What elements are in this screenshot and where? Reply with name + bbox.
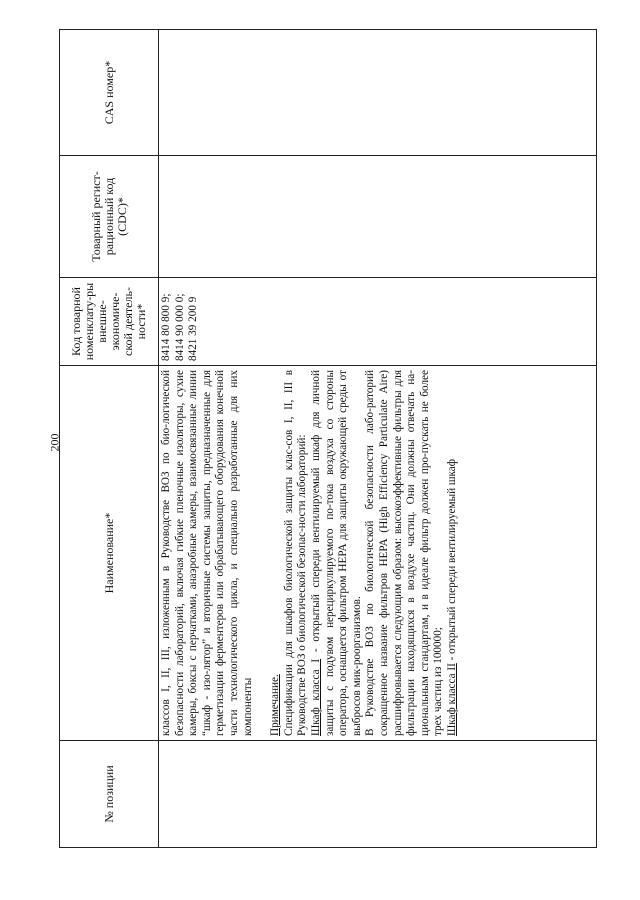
- cell-fea-codes: [159, 278, 597, 366]
- specification-table: [59, 29, 597, 848]
- rotated-document-table: [59, 30, 597, 848]
- note-heading: Примечание.: [269, 674, 282, 736]
- header-cas-number: CAS номер*: [60, 30, 159, 156]
- header-name: Наименование*: [60, 366, 159, 741]
- note-lead: Спецификации для шкафов биологической защиты клас-сов I, II, III в Руководстве ВОЗ о биологической безопас-ности лабораторий:: [282, 370, 309, 736]
- intro-paragraph: классов I, II, III, изложенным в Руководстве ВОЗ по био-логической безопасности лабораторий, включая гибкие пленочные изоляторы, сухие камеры, боксы с перчатками, анаэробные камеры, взаимосвязанные линии “шкаф - изо-лятор” и вторичные системы защиты, предназначенные для герметизации ферментеров или обрабатывающего оборудования конечной части технологического цикла, и специально разработанные для них компоненты: [160, 370, 254, 736]
- class2-paragraph: [446, 370, 460, 736]
- class2-text: - открытый спереди вентилируемый шкаф: [445, 459, 458, 664]
- header-fea-code: Код товарной номенклату-ры внешне-экономиче-ской деятель-ности*: [60, 278, 159, 366]
- cell-cas-number: [159, 30, 597, 156]
- class1-paragraph: [310, 370, 364, 736]
- fea-code-2: 8414 90 000 0;: [173, 293, 186, 361]
- table-row: [159, 30, 597, 848]
- hepa-paragraph: В Руководстве ВОЗ по биологической безопасности лабо-раторий сокращенное название фильтров HEPA (High Efficiency Particulate Aire) расшифровывается следующим образом: высокоэффективные фильтры для фильтрации находящихся в воздухе частиц. Они должны отвечать на-циональным стандартам, и в идеале фильтр должен про-пускать не более трех частиц из 100000;: [364, 370, 445, 736]
- cell-position-no: [159, 741, 597, 848]
- table-header-row: [60, 30, 159, 848]
- cell-name: [159, 366, 597, 741]
- page-number: 200: [47, 433, 62, 452]
- class1-text: - открытый спереди вентилируемый шкаф для личной защиты с подувом нерециркулируемого по-тока воздуха со стороны оператора, оснащается фильтром HEPA для защиты окружающей среды от выбросов мик-роорганизмов.: [309, 370, 363, 736]
- class1-label: Шкаф класса I: [309, 658, 322, 736]
- paragraph-gap: [255, 370, 269, 736]
- cell-cdc-code: [159, 156, 597, 278]
- class2-label: Шкаф класса II: [445, 663, 458, 736]
- header-position-no: № позиции: [60, 741, 159, 848]
- fea-code-3: 8421 39 200 9: [187, 296, 200, 361]
- fea-code-1: 8414 80 800 9;: [160, 293, 172, 361]
- header-cdc-code: Товарный регист-рационный код (CDC)*: [60, 156, 159, 278]
